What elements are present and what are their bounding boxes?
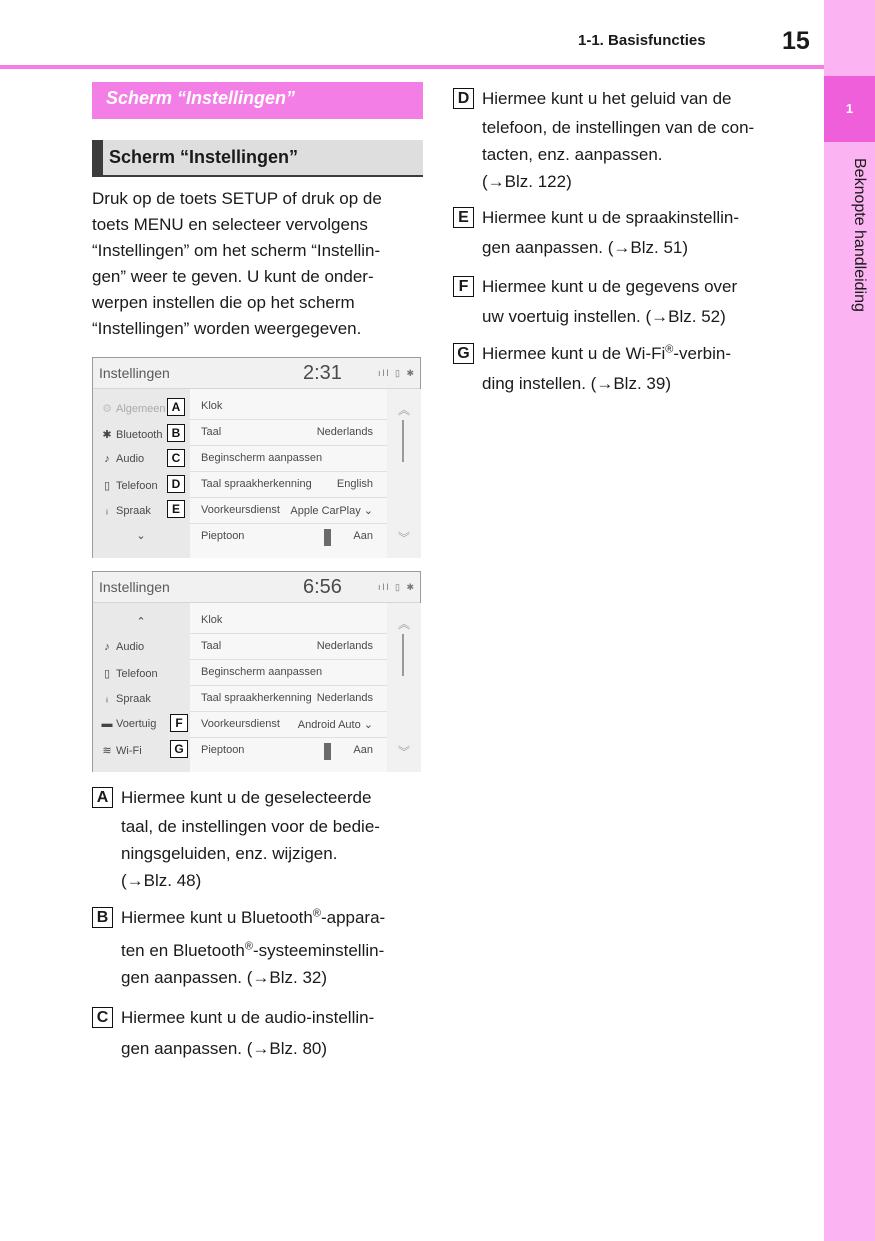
settings-screen-2 <box>92 571 421 772</box>
screen-title: Instellingen <box>99 365 170 381</box>
legend-tag: C <box>92 1007 113 1028</box>
legend-tag: B <box>92 907 113 928</box>
setting-row-spraakherkenning[interactable] <box>190 473 387 498</box>
music-note-icon: ♪ <box>104 453 110 465</box>
menu-label: Audio <box>116 641 145 653</box>
legend-line: Hiermee kunt u de geselecteerde <box>121 788 372 807</box>
setting-value: Aan <box>353 530 373 542</box>
menu-item-telefoon[interactable] <box>101 479 158 495</box>
car-icon: ▬ <box>101 718 113 730</box>
callout-label-f: F <box>170 714 188 732</box>
setting-value: Aan <box>353 744 373 756</box>
phone-icon: ▯ <box>103 668 111 680</box>
registered-mark: ® <box>244 940 253 953</box>
setting-row-pieptoon[interactable] <box>190 739 387 764</box>
screen-clock: 6:56 <box>303 576 342 598</box>
setting-label: Pieptoon <box>201 530 245 542</box>
setting-label: Taal <box>201 426 222 438</box>
legend-line: telefoon, de instellingen van de con- <box>482 118 755 137</box>
legend-entry-f <box>453 273 783 330</box>
menu-item-audio[interactable] <box>101 641 144 657</box>
registered-mark: ® <box>312 907 321 920</box>
setting-label: Beginscherm aanpassen <box>201 666 323 678</box>
legend-text: Hiermee kunt u de Wi-Fi <box>482 344 666 363</box>
legend-text: ten en Bluetooth <box>121 941 245 960</box>
phone-icon: ▯ <box>103 480 111 492</box>
intro-line: werpen instellen die op het scherm <box>92 293 355 312</box>
gear-icon: ⚙ <box>102 403 112 415</box>
menu-item-spraak[interactable] <box>101 505 151 521</box>
menu-label: Voertuig <box>116 718 157 730</box>
subsection-title: Scherm “Instellingen” <box>92 140 423 177</box>
voice-icon: ᵢ <box>106 505 108 517</box>
legend-entry-g <box>453 340 783 397</box>
bluetooth-icon: ✱ <box>102 429 112 441</box>
legend-line: ningsgeluiden, enz. wijzigen. <box>121 844 338 863</box>
setting-value: Apple CarPlay ⌄ <box>290 505 373 517</box>
menu-scroll-up[interactable] <box>135 615 150 631</box>
screen-title: Instellingen <box>99 579 170 595</box>
legend-entry-a <box>92 784 422 894</box>
status-icons: ıll ▯ ✱ <box>378 582 416 592</box>
legend-tag: F <box>453 276 474 297</box>
setting-label: Voorkeursdienst <box>201 718 280 730</box>
scrollbar[interactable] <box>402 420 404 462</box>
legend-line: Hiermee kunt u de gegevens over <box>482 277 738 296</box>
legend-tag: E <box>453 207 474 228</box>
menu-item-spraak[interactable] <box>101 693 151 709</box>
legend-text: -verbin- <box>673 344 732 363</box>
setting-label: Voorkeursdienst <box>201 504 280 516</box>
setting-value: Nederlands <box>316 692 373 704</box>
chevron-up-icon: ⌃ <box>136 616 146 628</box>
setting-row-klok[interactable] <box>190 609 387 634</box>
menu-label: Audio <box>116 453 145 465</box>
intro-line: “Instellingen” worden weergegeven. <box>92 319 362 338</box>
menu-label: Wi-Fi <box>116 745 142 757</box>
menu-item-voertuig[interactable] <box>101 718 156 734</box>
setting-label: Klok <box>201 400 223 412</box>
legend-text: -systeeminstellin- <box>252 941 385 960</box>
setting-value: Nederlands <box>316 426 373 438</box>
menu-item-telefoon[interactable] <box>101 667 158 683</box>
legend-entry-d <box>453 85 783 195</box>
setting-row-taal[interactable] <box>190 635 387 660</box>
setting-label: Taal spraakherkenning <box>201 692 312 704</box>
setting-value: English <box>336 478 373 490</box>
legend-line: Hiermee kunt u de audio-instellin- <box>121 1008 375 1027</box>
chapter-number-tab: 1 <box>824 76 875 142</box>
scroll-down-icon[interactable]: ︾ <box>398 531 411 545</box>
menu-scroll-down[interactable] <box>135 529 150 545</box>
setting-row-taal[interactable] <box>190 421 387 446</box>
section-title: Scherm “Instellingen” <box>92 82 423 119</box>
callout-label-e: E <box>167 500 185 518</box>
menu-label: Telefoon <box>116 480 158 492</box>
legend-line: tacten, enz. aanpassen. <box>482 145 663 164</box>
menu-label: Telefoon <box>116 668 158 680</box>
toggle-indicator[interactable] <box>324 529 331 546</box>
scrollbar[interactable] <box>402 634 404 676</box>
setting-label: Taal spraakherkenning <box>201 478 312 490</box>
callout-label-d: D <box>167 475 185 493</box>
setting-row-voorkeursdienst[interactable] <box>190 713 387 738</box>
setting-row-spraakherkenning[interactable] <box>190 687 387 712</box>
legend-entry-e <box>453 204 783 261</box>
legend-tag: A <box>92 787 113 808</box>
running-header-section: 1-1. Basisfuncties <box>578 32 706 49</box>
callout-label-a: A <box>167 398 185 416</box>
setting-label: Klok <box>201 614 223 626</box>
setting-row-klok[interactable] <box>190 395 387 420</box>
setting-value: Nederlands <box>316 640 373 652</box>
setting-label: Taal <box>201 640 222 652</box>
callout-label-g: G <box>170 740 188 758</box>
legend-line: uw voertuig instellen. (→Blz. 52) <box>482 307 726 326</box>
callout-label-c: C <box>167 449 185 467</box>
intro-line: gen” weer te geven. U kunt de onder- <box>92 267 374 286</box>
legend-entry-c <box>92 1004 422 1062</box>
legend-tag: G <box>453 343 474 364</box>
callout-label-b: B <box>167 424 185 442</box>
page-number: 15 <box>782 27 810 55</box>
setting-row-voorkeursdienst[interactable] <box>190 499 387 524</box>
scroll-down-icon[interactable]: ︾ <box>398 745 411 759</box>
legend-line: taal, de instellingen voor de bedie- <box>121 817 380 836</box>
menu-label: Bluetooth <box>116 429 163 441</box>
legend-text: -appara- <box>320 908 386 927</box>
toggle-indicator[interactable] <box>324 743 331 760</box>
music-note-icon: ♪ <box>104 641 110 653</box>
settings-screen-1 <box>92 357 421 558</box>
chevron-down-icon: ⌄ <box>136 530 146 542</box>
screen-clock: 2:31 <box>303 362 342 384</box>
legend-line: Hiermee kunt u de spraakinstellin- <box>482 208 740 227</box>
status-icons: ıll ▯ ✱ <box>378 368 416 378</box>
intro-paragraph <box>92 186 417 342</box>
voice-icon: ᵢ <box>106 693 108 705</box>
header-rule <box>0 65 824 69</box>
scroll-up-icon[interactable]: ︽ <box>398 403 411 417</box>
legend-line: Hiermee kunt u het geluid van de <box>482 89 732 108</box>
intro-line: toets MENU en selecteer vervolgens <box>92 215 368 234</box>
menu-label: Spraak <box>116 693 151 705</box>
setting-row-beginscherm[interactable] <box>190 661 387 686</box>
scroll-up-icon[interactable]: ︽ <box>398 617 411 631</box>
legend-line: (→Blz. 48) <box>121 871 202 890</box>
wifi-icon: ≋ <box>102 745 112 757</box>
intro-line: “Instellingen” om het scherm “Instellin- <box>92 241 381 260</box>
legend-line: ding instellen. (→Blz. 39) <box>482 374 671 393</box>
chapter-label: Beknopte handleiding <box>851 158 868 312</box>
setting-label: Beginscherm aanpassen <box>201 452 323 464</box>
legend-tag: D <box>453 88 474 109</box>
menu-label: Algemeen <box>116 403 166 415</box>
intro-line: Druk op de toets SETUP of druk op de <box>92 189 382 208</box>
legend-line: gen aanpassen. (→Blz. 32) <box>121 968 328 987</box>
legend-line: (→Blz. 122) <box>482 172 572 191</box>
menu-item-bluetooth[interactable] <box>101 428 162 444</box>
registered-mark: ® <box>665 343 674 356</box>
legend-line: gen aanpassen. (→Blz. 80) <box>121 1039 328 1058</box>
legend-line: gen aanpassen. (→Blz. 51) <box>482 238 689 257</box>
setting-row-beginscherm[interactable] <box>190 447 387 472</box>
menu-item-wifi[interactable] <box>101 744 142 760</box>
legend-entry-b <box>92 904 422 991</box>
setting-value: Android Auto ⌄ <box>297 719 373 731</box>
menu-label: Spraak <box>116 505 151 517</box>
legend-text: Hiermee kunt u Bluetooth <box>121 908 313 927</box>
setting-row-pieptoon[interactable] <box>190 525 387 550</box>
menu-item-algemeen[interactable] <box>101 402 166 418</box>
setting-label: Pieptoon <box>201 744 245 756</box>
menu-item-audio[interactable] <box>101 453 144 469</box>
